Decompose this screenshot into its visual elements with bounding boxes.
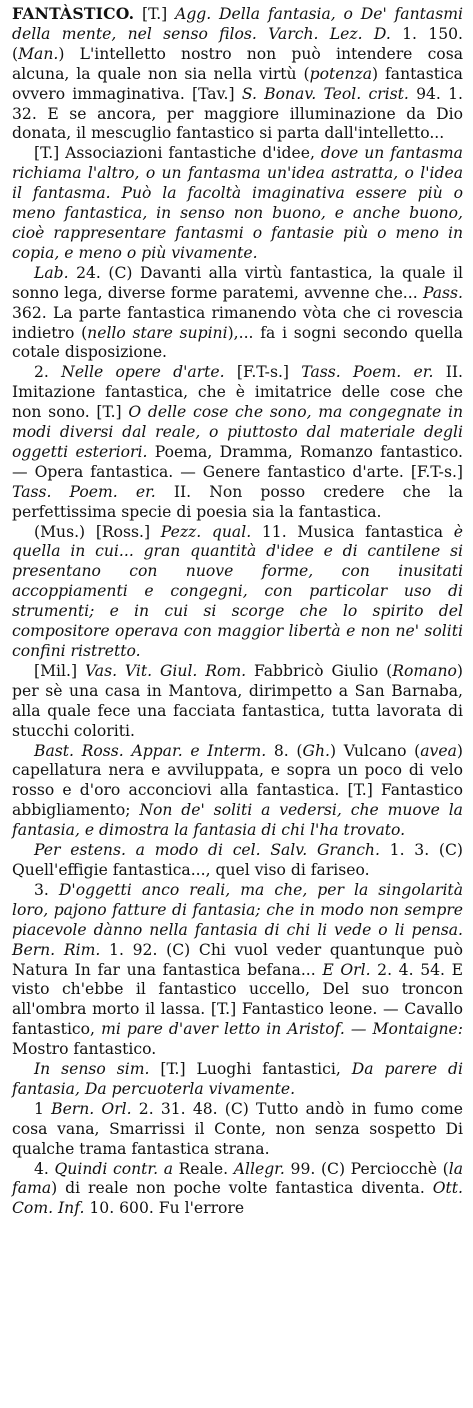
p11-run-1: Bern. Orl. xyxy=(51,1099,132,1118)
p7-run-2: Gh. xyxy=(302,741,330,760)
p3-run-2: Pass. xyxy=(422,283,463,302)
p6-run-1: Vas. Vit. Giul. Rom. xyxy=(84,661,247,680)
entry-paragraph-7 xyxy=(12,742,463,842)
entry-paragraph-9 xyxy=(12,881,463,1060)
entry-paragraph-6 xyxy=(12,662,463,742)
p12-run-5: la fama xyxy=(12,1159,463,1198)
p1-run-0: FANTÀSTICO. xyxy=(12,4,135,23)
p12-run-6: ) di reale non poche volte fantastica diventa. xyxy=(51,1179,433,1198)
p3-run-3: 362. La parte fantastica rimanendo vòta che ci rovescia indietro ( xyxy=(12,303,463,342)
p10-run-2: Da parere di fantasia, Da percuoterla vivamente. xyxy=(12,1060,463,1098)
p5-run-3: è quella in cui... gran quantità d'idee e di cantilene si presentano con nuove forme, con inusitati accoppiamenti e congegni, con particolar uso di strumenti; e in cui si scorge che lo spirito del compositore operava con maggior libertà e non ne' soliti confini ristretto. xyxy=(12,522,463,660)
p4-run-1: Nelle opere d'arte. xyxy=(61,363,225,382)
p3-run-5: ),... fa i sogni secondo quella cotale disposizione. xyxy=(12,323,463,362)
p9-run-6: Mostro fantastico. xyxy=(12,1040,157,1059)
p12-run-2: Reale. xyxy=(173,1159,234,1178)
p10-run-1: [T.] Luoghi fantastici, xyxy=(149,1060,352,1079)
p12-run-1: Quindi contr. a xyxy=(54,1159,174,1178)
p1-run-8: S. Bonav. Teol. crist. xyxy=(241,84,409,103)
p12-run-4: 99. (C) Perciocchè ( xyxy=(284,1159,449,1178)
p6-run-0: [Mil.] xyxy=(34,661,85,680)
p1-run-9: 94. 1. 32. E se ancora, per maggiore illuminazione da Dio donata, il mescuglio fantastico si parta dall'intelletto... xyxy=(12,84,463,143)
p4-run-4: II. Imitazione fantastica, che è imitatrice delle cose che non sono. [T.] xyxy=(12,363,464,422)
entry-paragraph-10 xyxy=(12,1060,463,1100)
p12-run-0: 4. xyxy=(34,1159,55,1178)
p9-run-0: 3. xyxy=(34,880,59,899)
p7-run-1: 8. ( xyxy=(266,741,303,760)
p1-run-6: potenza xyxy=(309,64,373,83)
entry-paragraph-3 xyxy=(12,264,463,364)
p5-run-0: (Mus.) [Ross.] xyxy=(34,522,161,541)
p3-run-4: nello stare supini xyxy=(87,323,228,342)
p9-run-2: 1. 92. (C) Chi vuol veder quantunque può Natura In far una fantastica befana... xyxy=(12,940,463,979)
p4-run-2: [F.T-s.] xyxy=(224,363,302,382)
p1-run-3: 1. 150. ( xyxy=(12,24,463,63)
entry-paragraph-5 xyxy=(12,523,463,662)
p2-run-0: [T.] xyxy=(34,144,66,163)
p4-run-6: Poema, Dramma, Romanzo fantastico. — Opera fantastica. — Genere fantastico d'arte. [F.T-s.] xyxy=(12,442,463,481)
p4-run-5: O delle cose che sono, ma congegnate in modi diversi dal reale, o piuttosto dal materiale degli oggetti esteriori. xyxy=(12,403,463,461)
p9-run-4: 2. 4. 54. E visto ch'ebbe il fantastico uccello, Del suo troncon all'ombra morto il lassa. [T.] Fantastico leone. — Cavallo fantastico, xyxy=(12,960,463,1039)
p7-run-6: Non de' soliti a vedersi, che muove la fantasia, e dimostra la fantasia di chi l'ha trovato. xyxy=(12,801,463,840)
p2-run-2: dove un fantasma richiama l'altro, o un fantasma un'idea astratta, o l'idea il fantasma. Può la facoltà imaginativa essere più o meno fantastica, in senso non buono, e anche buono, cioè rappresentare fantasmi o fantasie più o meno in copia, e meno o più vivamente. xyxy=(12,144,463,262)
p12-run-3: Allegr. xyxy=(233,1159,285,1178)
p9-run-3: E Orl. xyxy=(322,960,371,979)
p10-run-0: In senso sim. xyxy=(34,1060,150,1079)
p9-run-5: mi pare d'aver letto in Aristof. — Montaigne: xyxy=(101,1020,464,1039)
p6-run-2: Fabbricò Giulio ( xyxy=(246,661,393,680)
p8-run-1: 1. 3. (C) Quell'effigie fantastica..., quel viso di fariseo. xyxy=(12,841,463,879)
entry-paragraph-8 xyxy=(12,841,463,881)
p1-run-4: Man. xyxy=(18,44,59,63)
entry-paragraph-2 xyxy=(12,144,463,263)
p12-run-7: Ott. Com. Inf. xyxy=(12,1179,463,1218)
p7-run-3: ) Vulcano ( xyxy=(329,741,421,760)
p4-run-3: Tass. Poem. er. xyxy=(301,363,434,382)
p3-run-1: 24. (C) Davanti alla virtù fantastica, la quale il sonno lega, diverse forme paratemi, avvenne che... xyxy=(12,263,463,302)
entry-paragraph-4 xyxy=(12,363,463,522)
entry-paragraph-11 xyxy=(12,1100,463,1160)
p4-run-8: II. Non posso credere che la perfettissima specie di poesia sia la fantastica. xyxy=(12,482,463,521)
p3-run-0: Lab. xyxy=(34,263,69,282)
entry-paragraph-12 xyxy=(12,1160,463,1220)
p9-run-1: D'oggetti anco reali, ma che, per la singolarità loro, pajono fatture di fantasia; che in modo non sempre piacevole dànno nella fantasia di chi li vede o li pensa. Bern. Rim. xyxy=(12,880,463,959)
p12-run-8: 10. 600. Fu l'errore xyxy=(84,1199,245,1218)
p7-run-0: Bast. Ross. Appar. e Interm. xyxy=(34,741,267,760)
p11-run-0: 1 xyxy=(34,1099,52,1118)
p8-run-0: Per estens. a modo di cel. Salv. Granch. xyxy=(34,841,380,860)
p4-run-7: Tass. Poem. er. xyxy=(12,482,156,501)
p6-run-3: Romano xyxy=(392,661,457,680)
p1-run-5: ) L'intelletto nostro non può intendere cosa alcuna, la quale non sia nella virtù ( xyxy=(12,44,463,83)
p11-run-2: 2. 31. 48. (C) Tutto andò in fumo come cosa vana, Smarrissi il Conte, non senza sospetto Di qualche trama fantastica strana. xyxy=(12,1099,463,1158)
entry-paragraph-1 xyxy=(12,4,463,144)
p5-run-2: 11. Musica fantastica xyxy=(251,522,454,541)
p1-run-7: ) fantastica ovvero immaginativa. [Tav.] xyxy=(12,64,463,103)
p7-run-4: avea xyxy=(420,741,457,760)
p4-run-0: 2. xyxy=(34,363,62,382)
p7-run-5: ) capellatura nera e avviluppata, e sopra un poco di velo rosso e d'oro acconciovi alla fantastica. [T.] Fantastico abbigliamento; xyxy=(12,741,463,820)
p2-run-1: Associazioni fantastiche d'idee, xyxy=(65,144,321,163)
p1-run-2: Agg. Della fantasia, o De' fantasmi della mente, nel senso filos. Varch. Lez. D. xyxy=(12,5,463,43)
p5-run-1: Pezz. qual. xyxy=(160,522,252,541)
p1-run-1: [T.] xyxy=(134,5,176,23)
p6-run-4: ) per sè una casa in Mantova, dirimpetto a San Barnaba, alla quale fece una facciata fantastica, tutta lavorata di stucchi coloriti. xyxy=(12,661,463,740)
